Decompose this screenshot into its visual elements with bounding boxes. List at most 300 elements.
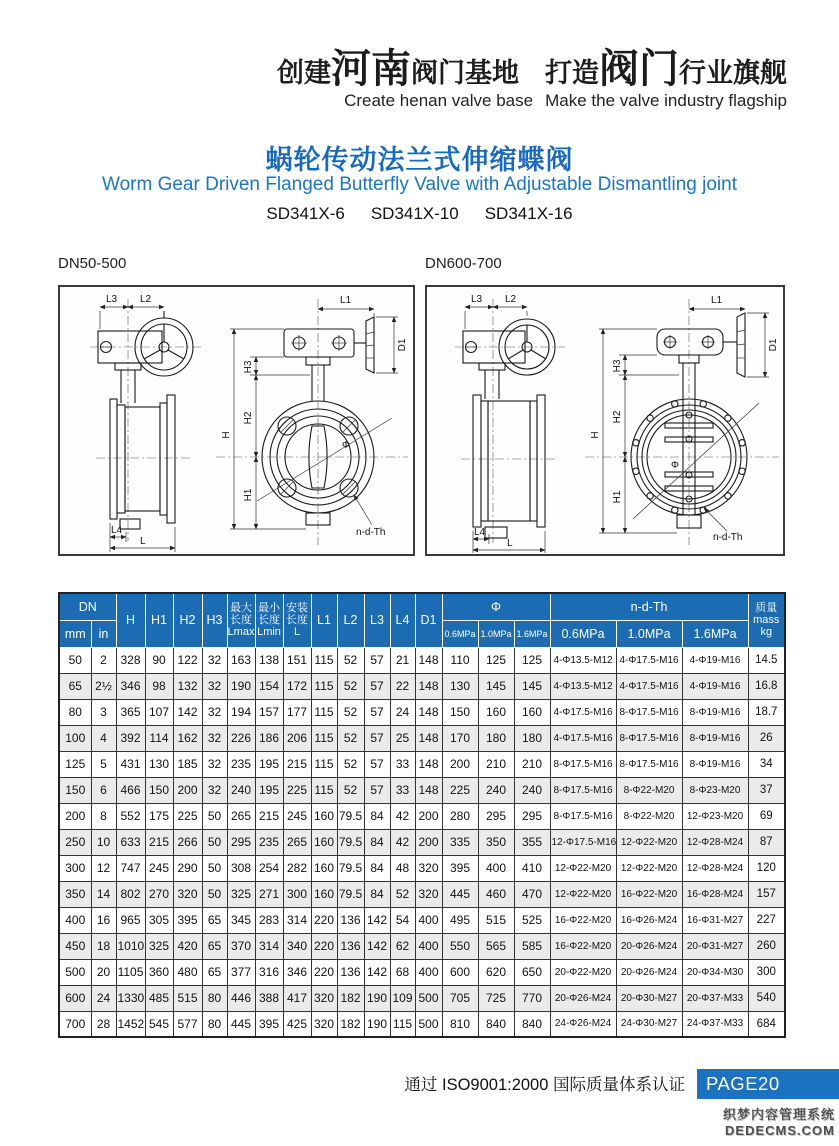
drawing-caption: DN600-700 — [425, 255, 502, 272]
table-cell: 220 — [311, 933, 337, 959]
table-cell: 160 — [311, 881, 337, 907]
header-l3: L3 — [364, 593, 390, 647]
table-cell: 6 — [91, 777, 116, 803]
table-cell: 52 — [390, 881, 415, 907]
table-cell: 142 — [364, 907, 390, 933]
dim-label-h1: H1 — [243, 488, 254, 502]
table-cell: 200 — [59, 803, 91, 829]
table-cell: 16-Φ26-M24 — [616, 907, 682, 933]
header-lmax: 最大 长度 Lmax — [227, 593, 255, 647]
watermark — [723, 1107, 835, 1139]
table-cell: 400 — [415, 959, 442, 985]
table-cell: 115 — [311, 725, 337, 751]
table-cell: 392 — [116, 725, 145, 751]
table-cell: 290 — [173, 855, 202, 881]
table-cell: 20-Φ37-M33 — [682, 985, 748, 1011]
table-cell: 240 — [514, 777, 550, 803]
table-cell: 177 — [283, 699, 311, 725]
table-cell: 130 — [145, 751, 173, 777]
table-cell: 410 — [514, 855, 550, 881]
table-cell: 300 — [748, 959, 785, 985]
table-cell: 65 — [202, 933, 227, 959]
table-cell: 8-Φ19-M16 — [682, 725, 748, 751]
slogan-cn-part: 河南 — [331, 47, 411, 91]
table-cell: 34 — [748, 751, 785, 777]
table-row — [59, 725, 785, 751]
table-cell: 157 — [748, 881, 785, 907]
table-cell: 79.5 — [337, 829, 364, 855]
table-cell: 245 — [283, 803, 311, 829]
header-h3: H3 — [202, 593, 227, 647]
dim-label-d1: D1 — [768, 338, 779, 352]
table-cell: 180 — [478, 725, 514, 751]
table-cell: 295 — [227, 829, 255, 855]
table-cell: 282 — [283, 855, 311, 881]
table-cell: 154 — [255, 673, 283, 699]
table-cell: 446 — [227, 985, 255, 1011]
table-cell: 320 — [311, 1011, 337, 1037]
table-cell: 145 — [514, 673, 550, 699]
table-cell: 200 — [415, 829, 442, 855]
table-cell: 50 — [202, 855, 227, 881]
table-cell: 577 — [173, 1011, 202, 1037]
table-cell: 32 — [202, 725, 227, 751]
table-cell: 163 — [227, 647, 255, 673]
table-cell: 90 — [145, 647, 173, 673]
model-number: SD341X-10 — [370, 204, 459, 223]
table-cell: 170 — [442, 725, 478, 751]
table-cell: 79.5 — [337, 803, 364, 829]
dim-label-l4: L4 — [111, 525, 123, 536]
drawing-section-dn600-700 — [425, 255, 785, 556]
table-cell: 215 — [145, 829, 173, 855]
table-cell: 62 — [390, 933, 415, 959]
table-cell: 142 — [364, 959, 390, 985]
table-row — [59, 751, 785, 777]
dim-label-l1: L1 — [340, 295, 352, 306]
table-cell: 320 — [415, 881, 442, 907]
table-cell: 22 — [390, 673, 415, 699]
table-cell: 500 — [415, 985, 442, 1011]
table-cell: 65 — [59, 673, 91, 699]
table-cell: 32 — [202, 673, 227, 699]
valve-side-view — [455, 294, 565, 553]
table-cell: 314 — [283, 907, 311, 933]
table-cell: 8-Φ22-M20 — [616, 803, 682, 829]
table-row — [59, 933, 785, 959]
table-cell: 4-Φ13.5-M12 — [550, 647, 616, 673]
table-cell: 210 — [478, 751, 514, 777]
table-cell: 8-Φ19-M16 — [682, 699, 748, 725]
table-cell: 328 — [116, 647, 145, 673]
table-cell: 20-Φ30-M27 — [616, 985, 682, 1011]
table-cell: 515 — [173, 985, 202, 1011]
table-cell: 42 — [390, 803, 415, 829]
table-cell: 355 — [514, 829, 550, 855]
table-cell: 325 — [227, 881, 255, 907]
dim-label-l: L — [140, 536, 146, 547]
watermark-line: 织梦内容管理系统 — [722, 1107, 835, 1122]
table-cell: 220 — [311, 907, 337, 933]
table-cell: 190 — [364, 1011, 390, 1037]
table-cell: 350 — [59, 881, 91, 907]
iso-certification-text: 通过 ISO9001:2000 国际质量体系认证 — [404, 1076, 685, 1094]
table-cell: 20-Φ26-M24 — [616, 933, 682, 959]
table-cell: 16-Φ28-M24 — [682, 881, 748, 907]
table-cell: 24-Φ37-M33 — [682, 1011, 748, 1037]
table-cell: 770 — [514, 985, 550, 1011]
table-cell: 200 — [442, 751, 478, 777]
table-cell: 747 — [116, 855, 145, 881]
header-h: H — [116, 593, 145, 647]
table-cell: 20 — [91, 959, 116, 985]
dim-label-l1: L1 — [711, 295, 723, 306]
table-cell: 700 — [59, 1011, 91, 1037]
table-cell: 125 — [59, 751, 91, 777]
table-cell: 172 — [283, 673, 311, 699]
table-cell: 400 — [478, 855, 514, 881]
table-cell: 4-Φ17.5-M16 — [550, 699, 616, 725]
table-cell: 80 — [202, 985, 227, 1011]
table-cell: 122 — [173, 647, 202, 673]
slogan-cn-part: 阀门 — [599, 47, 679, 91]
table-cell: 650 — [514, 959, 550, 985]
table-cell: 186 — [255, 725, 283, 751]
table-cell: 260 — [748, 933, 785, 959]
table-cell: 365 — [116, 699, 145, 725]
table-cell: 84 — [364, 803, 390, 829]
table-cell: 525 — [514, 907, 550, 933]
table-cell: 10 — [91, 829, 116, 855]
table-cell: 136 — [337, 907, 364, 933]
table-cell: 24 — [390, 699, 415, 725]
table-cell: 160 — [478, 699, 514, 725]
header-h2: H2 — [173, 593, 202, 647]
table-cell: 265 — [227, 803, 255, 829]
table-cell: 20-Φ22-M20 — [550, 959, 616, 985]
table-cell: 32 — [202, 777, 227, 803]
table-cell: 125 — [478, 647, 514, 673]
table-cell: 684 — [748, 1011, 785, 1037]
table-cell: 8-Φ17.5-M16 — [616, 725, 682, 751]
table-cell: 266 — [173, 829, 202, 855]
dim-label-l2: L2 — [140, 294, 152, 305]
table-cell: 160 — [311, 829, 337, 855]
dim-label-h2: H2 — [243, 411, 254, 425]
table-cell: 50 — [202, 803, 227, 829]
table-cell: 335 — [442, 829, 478, 855]
table-cell: 325 — [145, 933, 173, 959]
table-cell: 84 — [364, 855, 390, 881]
table-cell: 12-Φ17.5-M16 — [550, 829, 616, 855]
table-cell: 136 — [337, 959, 364, 985]
table-cell: 24 — [91, 985, 116, 1011]
table-cell: 16-Φ22-M20 — [616, 881, 682, 907]
table-row — [59, 673, 785, 699]
table-cell: 20-Φ34-M30 — [682, 959, 748, 985]
table-cell: 400 — [59, 907, 91, 933]
table-cell: 24-Φ26-M24 — [550, 1011, 616, 1037]
slogan-english — [277, 91, 787, 111]
table-cell: 65 — [202, 959, 227, 985]
table-cell: 245 — [145, 855, 173, 881]
table-cell: 320 — [173, 881, 202, 907]
valve-side-view — [90, 294, 202, 552]
table-cell: 633 — [116, 829, 145, 855]
table-cell: 68 — [390, 959, 415, 985]
table-cell: 3 — [91, 699, 116, 725]
table-cell: 115 — [311, 673, 337, 699]
table-cell: 265 — [283, 829, 311, 855]
table-cell: 57 — [364, 751, 390, 777]
dim-label-h1: H1 — [612, 490, 623, 504]
table-cell: 142 — [364, 933, 390, 959]
table-cell: 87 — [748, 829, 785, 855]
table-cell: 21 — [390, 647, 415, 673]
table-cell: 114 — [145, 725, 173, 751]
table-row — [59, 855, 785, 881]
header-ndth-16: 1.6MPa — [682, 620, 748, 647]
table-cell: 50 — [202, 881, 227, 907]
table-cell: 552 — [116, 803, 145, 829]
drawing-dn50-500 — [60, 287, 413, 554]
table-cell: 115 — [311, 777, 337, 803]
table-cell: 470 — [514, 881, 550, 907]
header-ndth: n-d-Th — [550, 593, 748, 620]
table-cell: 190 — [227, 673, 255, 699]
dim-label-l: L — [507, 538, 513, 549]
table-cell: 254 — [255, 855, 283, 881]
table-cell: 600 — [59, 985, 91, 1011]
table-cell: 16-Φ31-M27 — [682, 907, 748, 933]
table-cell: 20-Φ26-M24 — [616, 959, 682, 985]
table-cell: 16-Φ22-M20 — [550, 933, 616, 959]
table-cell: 12-Φ22-M20 — [550, 881, 616, 907]
table-cell: 8 — [91, 803, 116, 829]
table-cell: 300 — [59, 855, 91, 881]
table-cell: 151 — [283, 647, 311, 673]
table-cell: 16.8 — [748, 673, 785, 699]
table-cell: 425 — [283, 1011, 311, 1037]
drawing-frame — [425, 285, 785, 556]
table-cell: 300 — [283, 881, 311, 907]
spec-table — [58, 592, 786, 1038]
table-cell: 14 — [91, 881, 116, 907]
table-cell: 32 — [202, 647, 227, 673]
model-number: SD341X-16 — [484, 204, 573, 223]
table-cell: 280 — [442, 803, 478, 829]
drawing-section-dn50-500 — [58, 255, 415, 556]
table-cell: 585 — [514, 933, 550, 959]
table-cell: 1010 — [116, 933, 145, 959]
table-cell: 52 — [337, 777, 364, 803]
table-cell: 115 — [311, 699, 337, 725]
table-row — [59, 1011, 785, 1037]
table-cell: 18 — [91, 933, 116, 959]
table-cell: 12-Φ23-M20 — [682, 803, 748, 829]
table-cell: 175 — [145, 803, 173, 829]
header-install-length: 安装 长度 L — [283, 593, 311, 647]
table-cell: 33 — [390, 751, 415, 777]
table-cell: 545 — [145, 1011, 173, 1037]
table-cell: 50 — [59, 647, 91, 673]
table-cell: 445 — [442, 881, 478, 907]
table-cell: 65 — [202, 907, 227, 933]
table-cell: 235 — [227, 751, 255, 777]
header-in: in — [91, 620, 116, 647]
table-cell: 466 — [116, 777, 145, 803]
header-mm: mm — [59, 620, 91, 647]
table-cell: 840 — [514, 1011, 550, 1037]
model-numbers — [0, 204, 839, 224]
header-phi-10: 1.0MPa — [478, 620, 514, 647]
table-cell: 138 — [255, 647, 283, 673]
table-cell: 215 — [255, 803, 283, 829]
table-cell: 160 — [311, 803, 337, 829]
table-cell: 500 — [59, 959, 91, 985]
table-cell: 460 — [478, 881, 514, 907]
table-cell: 80 — [59, 699, 91, 725]
table-cell: 400 — [415, 933, 442, 959]
table-cell: 50 — [202, 829, 227, 855]
table-cell: 1105 — [116, 959, 145, 985]
table-cell: 98 — [145, 673, 173, 699]
table-row — [59, 647, 785, 673]
table-cell: 16 — [91, 907, 116, 933]
table-cell: 132 — [173, 673, 202, 699]
table-cell: 16-Φ22-M20 — [550, 907, 616, 933]
table-cell: 148 — [415, 647, 442, 673]
company-slogan — [277, 48, 787, 111]
table-cell: 388 — [255, 985, 283, 1011]
table-cell: 346 — [116, 673, 145, 699]
table-cell: 620 — [478, 959, 514, 985]
table-cell: 84 — [364, 829, 390, 855]
slogan-en-part: Make the valve industry flagship — [545, 91, 787, 110]
table-cell: 148 — [415, 699, 442, 725]
table-cell: 8-Φ17.5-M16 — [550, 803, 616, 829]
dim-label-h: H — [221, 431, 232, 439]
table-row — [59, 829, 785, 855]
slogan-cn-part: 阀门基地 — [411, 58, 519, 88]
table-row — [59, 777, 785, 803]
header-h1: H1 — [145, 593, 173, 647]
table-cell: 52 — [337, 647, 364, 673]
table-cell: 28 — [91, 1011, 116, 1037]
table-cell: 26 — [748, 725, 785, 751]
table-row — [59, 881, 785, 907]
dim-label-l2: L2 — [505, 294, 517, 305]
table-cell: 240 — [478, 777, 514, 803]
table-cell: 150 — [145, 777, 173, 803]
table-cell: 215 — [283, 751, 311, 777]
table-cell: 270 — [145, 881, 173, 907]
table-cell: 395 — [255, 1011, 283, 1037]
table-cell: 4-Φ17.5-M16 — [550, 725, 616, 751]
product-title-chinese: 蜗轮传动法兰式伸缩蝶阀 — [265, 145, 574, 175]
table-cell: 431 — [116, 751, 145, 777]
table-cell: 250 — [59, 829, 91, 855]
table-cell: 4-Φ13.5-M12 — [550, 673, 616, 699]
table-cell: 802 — [116, 881, 145, 907]
page-number-badge: PAGE20 — [697, 1069, 839, 1099]
table-cell: 54 — [390, 907, 415, 933]
table-row — [59, 699, 785, 725]
table-cell: 57 — [364, 673, 390, 699]
table-cell: 148 — [415, 751, 442, 777]
table-cell: 8-Φ23-M20 — [682, 777, 748, 803]
table-cell: 4-Φ19-M16 — [682, 673, 748, 699]
table-cell: 225 — [173, 803, 202, 829]
table-cell: 2 — [91, 647, 116, 673]
table-cell: 8-Φ17.5-M16 — [550, 751, 616, 777]
table-cell: 84 — [364, 881, 390, 907]
header-phi: Φ — [442, 593, 550, 620]
dim-label-d1: D1 — [397, 338, 408, 352]
header-phi-06: 0.6MPa — [442, 620, 478, 647]
slogan-en-part: Create henan valve base — [344, 91, 534, 110]
table-cell: 220 — [311, 959, 337, 985]
table-cell: 100 — [59, 725, 91, 751]
slogan-cn-part: 创建 — [277, 58, 331, 88]
table-cell: 350 — [478, 829, 514, 855]
table-cell: 20-Φ26-M24 — [550, 985, 616, 1011]
table-cell: 14.5 — [748, 647, 785, 673]
table-cell: 235 — [255, 829, 283, 855]
table-cell: 182 — [337, 985, 364, 1011]
table-cell: 377 — [227, 959, 255, 985]
table-cell: 8-Φ17.5-M16 — [616, 751, 682, 777]
table-cell: 370 — [227, 933, 255, 959]
table-cell: 79.5 — [337, 881, 364, 907]
technical-drawings — [58, 255, 785, 560]
spec-table-header — [59, 593, 785, 647]
header-l2: L2 — [337, 593, 364, 647]
table-row — [59, 959, 785, 985]
model-number: SD341X-6 — [266, 204, 345, 223]
table-cell: 12-Φ22-M20 — [616, 829, 682, 855]
table-cell: 308 — [227, 855, 255, 881]
table-cell: 12-Φ22-M20 — [616, 855, 682, 881]
table-cell: 345 — [227, 907, 255, 933]
header-lmin: 最小 长度 Lmin — [255, 593, 283, 647]
table-cell: 226 — [227, 725, 255, 751]
table-cell: 42 — [390, 829, 415, 855]
table-cell: 515 — [478, 907, 514, 933]
table-cell: 210 — [514, 751, 550, 777]
table-cell: 162 — [173, 725, 202, 751]
table-cell: 48 — [390, 855, 415, 881]
drawing-frame — [58, 285, 415, 556]
dim-label-l4: L4 — [474, 527, 486, 538]
table-cell: 400 — [415, 907, 442, 933]
table-cell: 160 — [514, 699, 550, 725]
watermark-line: DEDECMS.COM — [725, 1123, 835, 1138]
table-cell: 320 — [311, 985, 337, 1011]
drawing-caption: DN50-500 — [58, 255, 127, 272]
dim-label-h3: H3 — [612, 359, 623, 373]
table-cell: 12 — [91, 855, 116, 881]
header-dn: DN — [59, 593, 116, 620]
header-d1: D1 — [415, 593, 442, 647]
dim-label-phi: Φ — [342, 440, 350, 451]
table-cell: 195 — [255, 751, 283, 777]
header-phi-16: 1.6MPa — [514, 620, 550, 647]
table-cell: 190 — [364, 985, 390, 1011]
table-row — [59, 907, 785, 933]
table-cell: 148 — [415, 725, 442, 751]
table-cell: 136 — [337, 933, 364, 959]
